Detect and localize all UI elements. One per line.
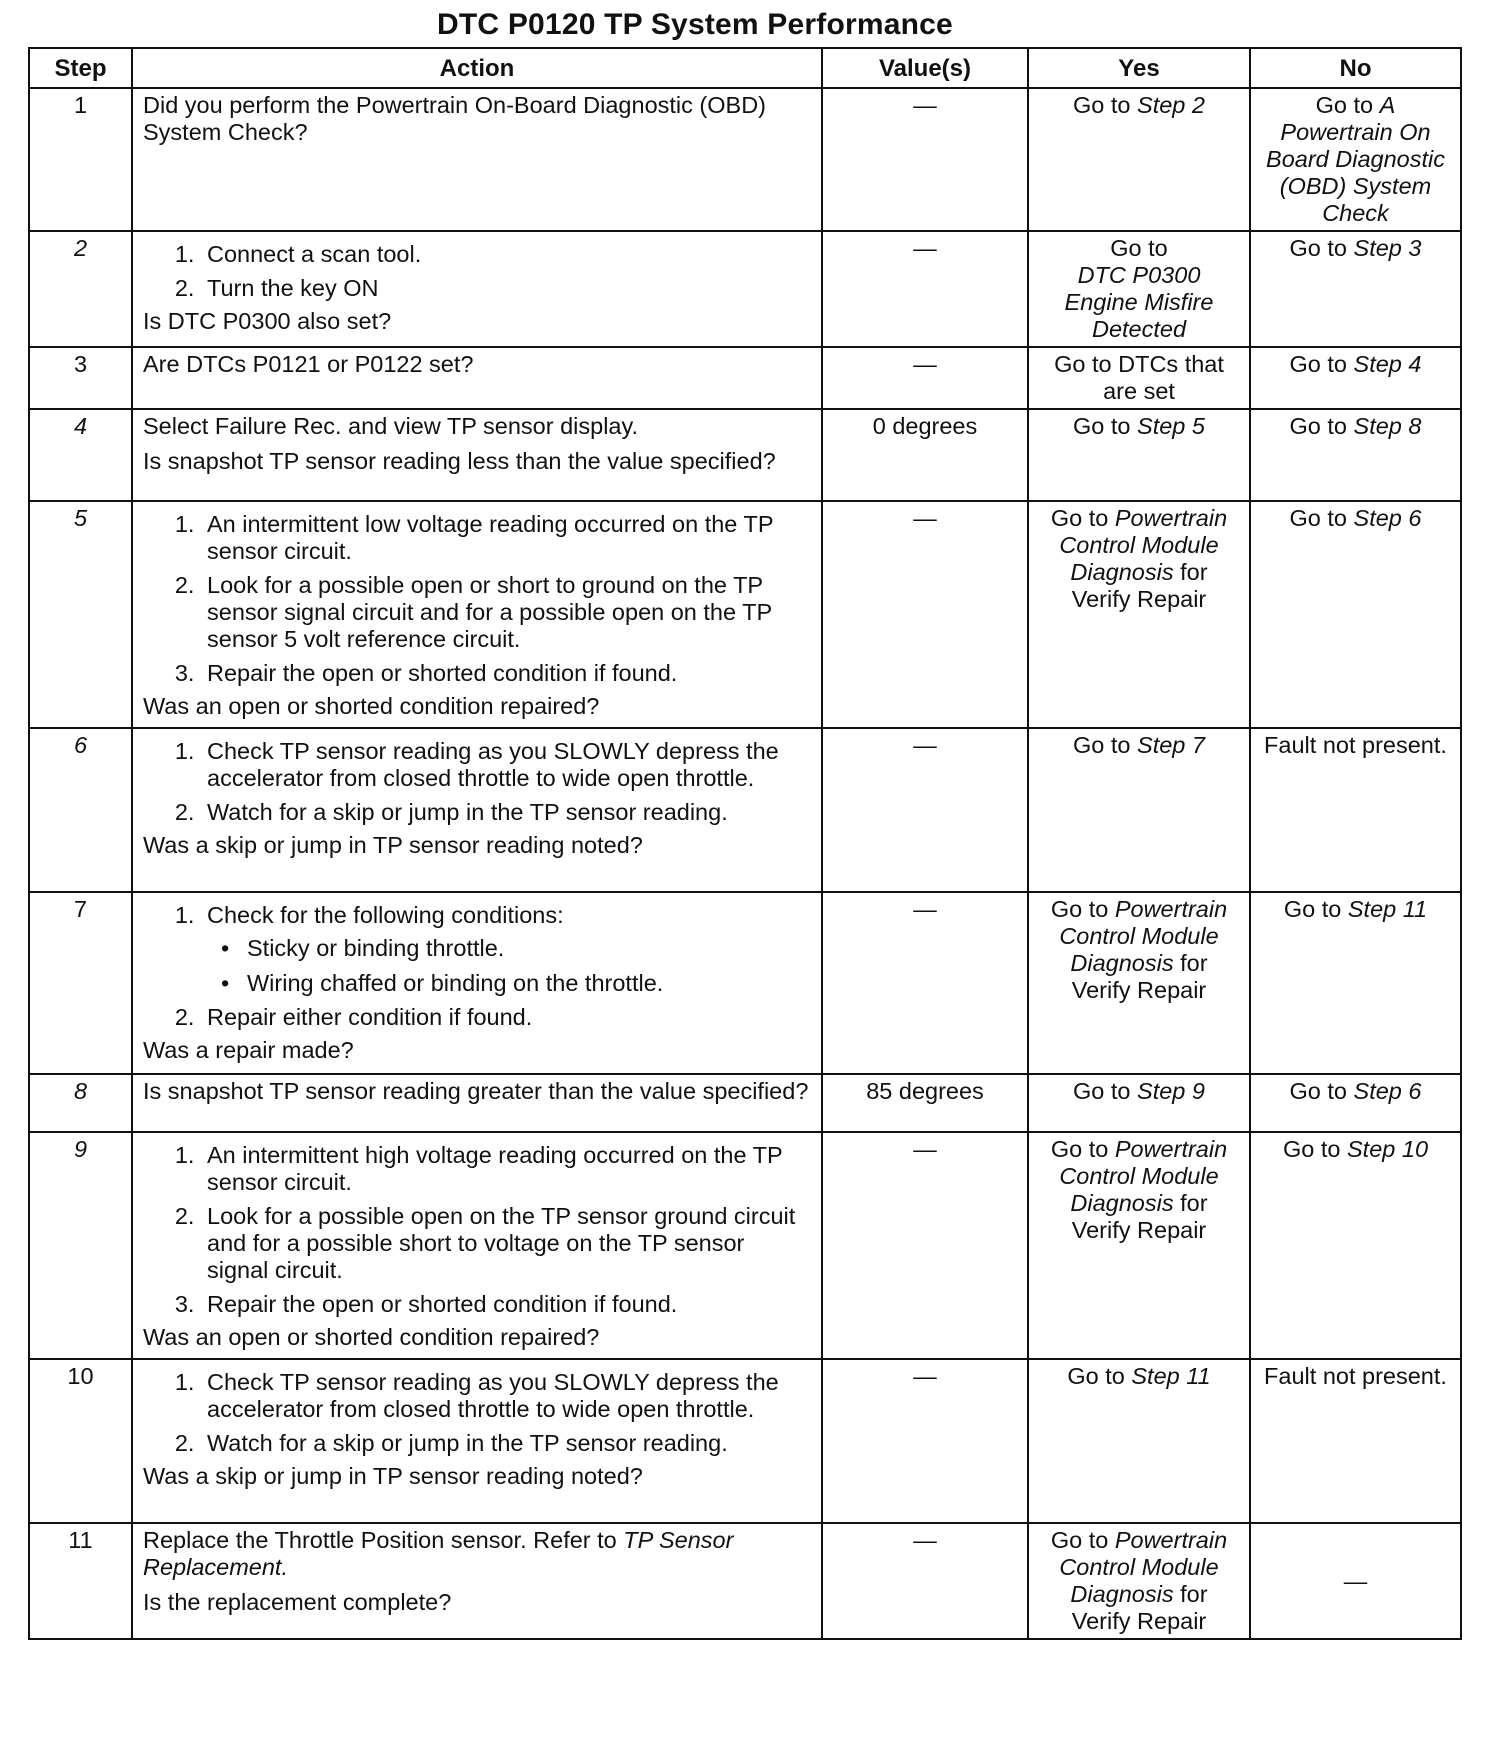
action-cell xyxy=(132,728,822,892)
step-number: 9 xyxy=(29,1132,132,1359)
table-header-row xyxy=(29,48,1461,88)
yes-text: Go to xyxy=(1050,896,1115,922)
condition-bullet xyxy=(221,970,811,997)
yes-text: Go to xyxy=(1050,1527,1115,1553)
value-cell: — xyxy=(822,728,1028,892)
action-cell xyxy=(132,88,822,231)
no-cell: Fault not present. xyxy=(1250,1359,1461,1523)
step-number: 7 xyxy=(29,892,132,1074)
action-cell xyxy=(132,1523,822,1639)
action-steps xyxy=(143,738,811,826)
action-step: 2. Repair either condition if found. xyxy=(201,1004,811,1031)
yes-text: Go to xyxy=(1073,92,1138,118)
value-cell: — xyxy=(822,231,1028,347)
value-cell: — xyxy=(822,347,1028,409)
diagnostic-table xyxy=(28,47,1462,1640)
value-cell: — xyxy=(822,1523,1028,1639)
action-steps xyxy=(143,902,811,1031)
value-cell: — xyxy=(822,892,1028,1074)
yes-cell xyxy=(1028,501,1250,728)
no-text: Go to xyxy=(1289,1078,1354,1104)
bullet-icon: • xyxy=(221,970,230,996)
action-question: Are DTCs P0121 or P0122 set? xyxy=(143,351,474,377)
value-cell: — xyxy=(822,1132,1028,1359)
condition-text: Sticky or binding throttle. xyxy=(247,935,505,961)
table-row xyxy=(29,347,1461,409)
step-number: 4 xyxy=(29,409,132,501)
yes-cell xyxy=(1028,1132,1250,1359)
step-number: 2 xyxy=(29,231,132,347)
yes-link[interactable]: Step 7 xyxy=(1137,732,1205,758)
yes-cell xyxy=(1028,728,1250,892)
action-step: 2. Look for a possible open or short to ground on the TP sensor signal circuit and for a possible open on the TP sensor 5 volt reference circuit. xyxy=(201,572,811,653)
header-values: Value(s) xyxy=(822,48,1028,88)
action-step: 1. An intermittent high voltage reading occurred on the TP sensor circuit. xyxy=(201,1142,811,1196)
no-link[interactable]: A Powertrain On Board Diagnostic (OBD) System Check xyxy=(1266,92,1445,226)
condition-text: Wiring chaffed or binding on the throttle. xyxy=(247,970,664,996)
action-cell xyxy=(132,1132,822,1359)
step-number: 11 xyxy=(29,1523,132,1639)
action-intro-link[interactable]: TP Sensor Replacement. xyxy=(143,1527,734,1580)
action-step: 1. Check TP sensor reading as you SLOWLY depress the accelerator from closed throttle to wide open throttle. xyxy=(201,738,811,792)
no-cell xyxy=(1250,231,1461,347)
action-steps xyxy=(143,511,811,687)
no-link[interactable]: Step 6 xyxy=(1353,505,1422,531)
step-number: 10 xyxy=(29,1359,132,1523)
no-cell xyxy=(1250,501,1461,728)
condition-bullet xyxy=(221,935,811,962)
yes-cell xyxy=(1028,1359,1250,1523)
yes-suffix: for Verify Repair xyxy=(1071,950,1208,1003)
no-link[interactable]: Step 6 xyxy=(1353,1078,1422,1104)
action-question: Is snapshot TP sensor reading less than the value specified? xyxy=(143,448,776,474)
table-row xyxy=(29,1132,1461,1359)
no-link[interactable]: Step 11 xyxy=(1347,896,1428,922)
no-cell xyxy=(1250,409,1461,501)
no-text: Go to xyxy=(1283,896,1348,922)
action-step: 1. Connect a scan tool. xyxy=(201,241,811,268)
action-cell xyxy=(132,1359,822,1523)
no-cell xyxy=(1250,1074,1461,1132)
yes-suffix: for Verify Repair xyxy=(1071,1190,1208,1243)
action-intro-text: Replace the Throttle Position sensor. Refer to xyxy=(143,1527,624,1553)
action-step: 1. Check TP sensor reading as you SLOWLY depress the accelerator from closed throttle to wide open throttle. xyxy=(201,1369,811,1423)
yes-link[interactable]: Step 5 xyxy=(1137,413,1205,439)
action-question: Was an open or shorted condition repaired? xyxy=(143,693,600,719)
no-text: Go to xyxy=(1289,413,1354,439)
yes-cell xyxy=(1028,231,1250,347)
no-text: Go to xyxy=(1289,235,1354,261)
no-text: Go to xyxy=(1289,505,1354,531)
table-row xyxy=(29,1074,1461,1132)
yes-link[interactable]: Powertrain Control Module Diagnosis xyxy=(1059,1136,1228,1216)
action-question: Was a skip or jump in TP sensor reading noted? xyxy=(143,1463,643,1489)
table-row xyxy=(29,88,1461,231)
action-intro xyxy=(143,1527,811,1581)
header-step: Step xyxy=(29,48,132,88)
yes-text: Go to xyxy=(1067,1363,1132,1389)
no-cell xyxy=(1250,1132,1461,1359)
yes-link[interactable]: Step 2 xyxy=(1137,92,1205,118)
table-row xyxy=(29,501,1461,728)
no-text: Go to xyxy=(1315,92,1380,118)
yes-link[interactable]: Powertrain Control Module Diagnosis xyxy=(1059,505,1228,585)
no-text: Go to xyxy=(1282,1136,1347,1162)
yes-text: Go to xyxy=(1073,732,1138,758)
yes-cell xyxy=(1028,1523,1250,1639)
action-question: Is snapshot TP sensor reading greater than the value specified? xyxy=(143,1078,809,1104)
no-link[interactable]: Step 8 xyxy=(1353,413,1422,439)
action-question: Was a repair made? xyxy=(143,1037,354,1063)
action-intro: Select Failure Rec. and view TP sensor display. xyxy=(143,413,639,439)
no-cell: Fault not present. xyxy=(1250,728,1461,892)
yes-link[interactable]: Powertrain Control Module Diagnosis xyxy=(1059,896,1228,976)
value-cell: — xyxy=(822,1359,1028,1523)
action-cell xyxy=(132,231,822,347)
action-steps xyxy=(143,1142,811,1318)
action-step: 2. Turn the key ON xyxy=(201,275,811,302)
yes-cell xyxy=(1028,892,1250,1074)
action-step xyxy=(201,902,811,997)
action-steps xyxy=(143,241,811,302)
action-step: 2. Watch for a skip or jump in the TP sensor reading. xyxy=(201,799,811,826)
action-cell xyxy=(132,409,822,501)
table-row xyxy=(29,1523,1461,1639)
no-cell xyxy=(1250,88,1461,231)
yes-text: Go to xyxy=(1073,413,1138,439)
yes-text: Go to xyxy=(1073,1078,1138,1104)
action-question: Is the replacement complete? xyxy=(143,1589,452,1615)
yes-suffix: for Verify Repair xyxy=(1071,559,1208,612)
table-row xyxy=(29,409,1461,501)
action-question: Is DTC P0300 also set? xyxy=(143,308,392,334)
action-step-text: Check for the following conditions: xyxy=(207,902,564,928)
action-cell xyxy=(132,1074,822,1132)
header-action: Action xyxy=(132,48,822,88)
step-number: 3 xyxy=(29,347,132,409)
action-steps xyxy=(143,1369,811,1457)
no-text: Go to xyxy=(1289,351,1354,377)
action-step: 1. An intermittent low voltage reading occurred on the TP sensor circuit. xyxy=(201,511,811,565)
action-cell xyxy=(132,347,822,409)
no-cell: — xyxy=(1250,1523,1461,1639)
yes-cell xyxy=(1028,88,1250,231)
yes-suffix: for Verify Repair xyxy=(1071,1581,1208,1634)
step-number: 6 xyxy=(29,728,132,892)
step-number: 8 xyxy=(29,1074,132,1132)
yes-text: Go to xyxy=(1050,505,1115,531)
action-question: Did you perform the Powertrain On-Board Diagnostic (OBD) System Check? xyxy=(143,92,766,145)
no-link[interactable]: Step 10 xyxy=(1347,1136,1429,1162)
condition-bullets xyxy=(207,935,811,997)
header-no: No xyxy=(1250,48,1461,88)
action-step: 3. Repair the open or shorted condition if found. xyxy=(201,660,811,687)
step-number: 1 xyxy=(29,88,132,231)
table-row xyxy=(29,1359,1461,1523)
table-row xyxy=(29,728,1461,892)
value-cell: — xyxy=(822,88,1028,231)
step-number: 5 xyxy=(29,501,132,728)
value-cell: — xyxy=(822,501,1028,728)
table-row xyxy=(29,231,1461,347)
yes-link[interactable]: Powertrain Control Module Diagnosis xyxy=(1059,1527,1228,1607)
yes-cell[interactable]: Go to DTCs that are set xyxy=(1028,347,1250,409)
action-step: 3. Repair the open or shorted condition if found. xyxy=(201,1291,811,1318)
action-step: 2. Watch for a skip or jump in the TP sensor reading. xyxy=(201,1430,811,1457)
value-cell: 85 degrees xyxy=(822,1074,1028,1132)
no-link[interactable]: Step 4 xyxy=(1353,351,1422,377)
yes-link[interactable]: Step 9 xyxy=(1137,1078,1205,1104)
page-title: DTC P0120 TP System Performance xyxy=(437,8,953,41)
no-cell xyxy=(1250,892,1461,1074)
yes-cell xyxy=(1028,1074,1250,1132)
bullet-icon: • xyxy=(221,935,230,961)
action-cell xyxy=(132,892,822,1074)
header-yes: Yes xyxy=(1028,48,1250,88)
yes-link[interactable]: Step 11 xyxy=(1131,1363,1211,1389)
yes-text: Go to xyxy=(1050,1136,1115,1162)
value-cell: 0 degrees xyxy=(822,409,1028,501)
yes-cell xyxy=(1028,409,1250,501)
action-step: 2. Look for a possible open on the TP sensor ground circuit and for a possible short to voltage on the TP sensor signal circuit. xyxy=(201,1203,811,1284)
no-link[interactable]: Step 3 xyxy=(1353,235,1422,261)
action-question: Was an open or shorted condition repaired? xyxy=(143,1324,600,1350)
action-question: Was a skip or jump in TP sensor reading noted? xyxy=(143,832,643,858)
no-cell xyxy=(1250,347,1461,409)
yes-link[interactable]: DTC P0300 Engine Misfire Detected xyxy=(1064,262,1214,342)
table-row xyxy=(29,892,1461,1074)
action-cell xyxy=(132,501,822,728)
yes-text: Go to xyxy=(1110,235,1168,261)
